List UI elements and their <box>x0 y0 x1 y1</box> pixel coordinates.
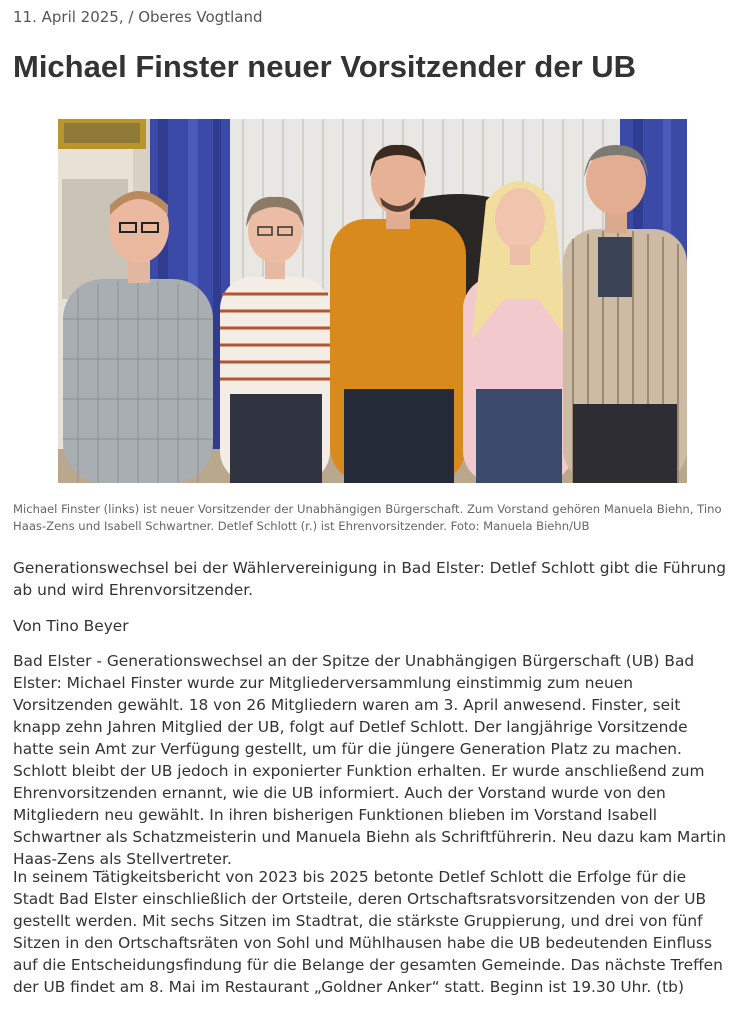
photo-caption: Michael Finster (links) ist neuer Vorsitzender der Unabhängigen Bürgerschaft. Zum Vorstand gehören Manuela Biehn, Tino Haas-Zens und Isabell Schwartner. Detlef Schlott (r.) ist Ehrenvorsitzender. Foto: Manuela Biehn/UB <box>13 502 722 533</box>
article-paragraph: In seinem Tätigkeitsbericht von 2023 bis 2025 betonte Detlef Schlott die Erfolge für die Stadt Bad Elster einschließlich der Ortsteile, deren Ortschaftsratsvorsitzenden von der UB gestellt werden. Mit sechs Sitzen im Stadtrat, die stärkste Gruppierung, und drei von fünf Sitzen in den Ortschaftsräten von Sohl und Mühlhausen habe die UB bedeutenden Einfluss auf die Entscheidungsfindung für die Belange der gesamten Gemeinde. Das nächste Treffen der UB findet am 8. Mai im Restaurant „Goldner Anker“ statt. Beginn ist 19.30 Uhr. (tb) <box>13 868 723 996</box>
group-photo-illustration <box>58 119 687 483</box>
article-title: Michael Finster neuer Vorsitzender der UB <box>13 49 637 84</box>
article-lead: Generationswechsel bei der Wählervereinigung in Bad Elster: Detlef Schlott gibt die Führung ab und wird Ehrenvorsitzender. <box>13 559 726 599</box>
article-paragraph: Bad Elster - Generationswechsel an der Spitze der Unabhängigen Bürgerschaft (UB) Bad Elster: Michael Finster wurde zur Mitgliederversammlung einstimmig zum neuen Vorsitzenden gewählt. 18 von 26 Mitgliedern waren am 3. April anwesend. Finster, seit knapp zehn Jahren Mitglied der UB, folgt auf Detlef Schlott. Der langjährige Vorsitzende hatte sein Amt zur Verfügung gestellt, um für die jüngere Generation Platz zu machen. Schlott bleibt der UB jedoch in exponierter Funktion erhalten. Er wurde anschließend zum Ehrenvorsitzenden ernannt, wie die UB informiert. Auch der Vorstand wurde von den Mitgliedern neu gewählt. In ihren bisherigen Funktionen blieben im Vorstand Isabell Schwartner als Schatzmeisterin und Manuela Biehn als Schriftführerin. Neu dazu kam Martin Haas-Zens als Stellvertreter. <box>13 652 727 868</box>
article-photo <box>58 119 687 483</box>
article-dateline: 11. April 2025, / Oberes Vogtland <box>13 8 263 26</box>
article-author: Von Tino Beyer <box>13 617 129 635</box>
